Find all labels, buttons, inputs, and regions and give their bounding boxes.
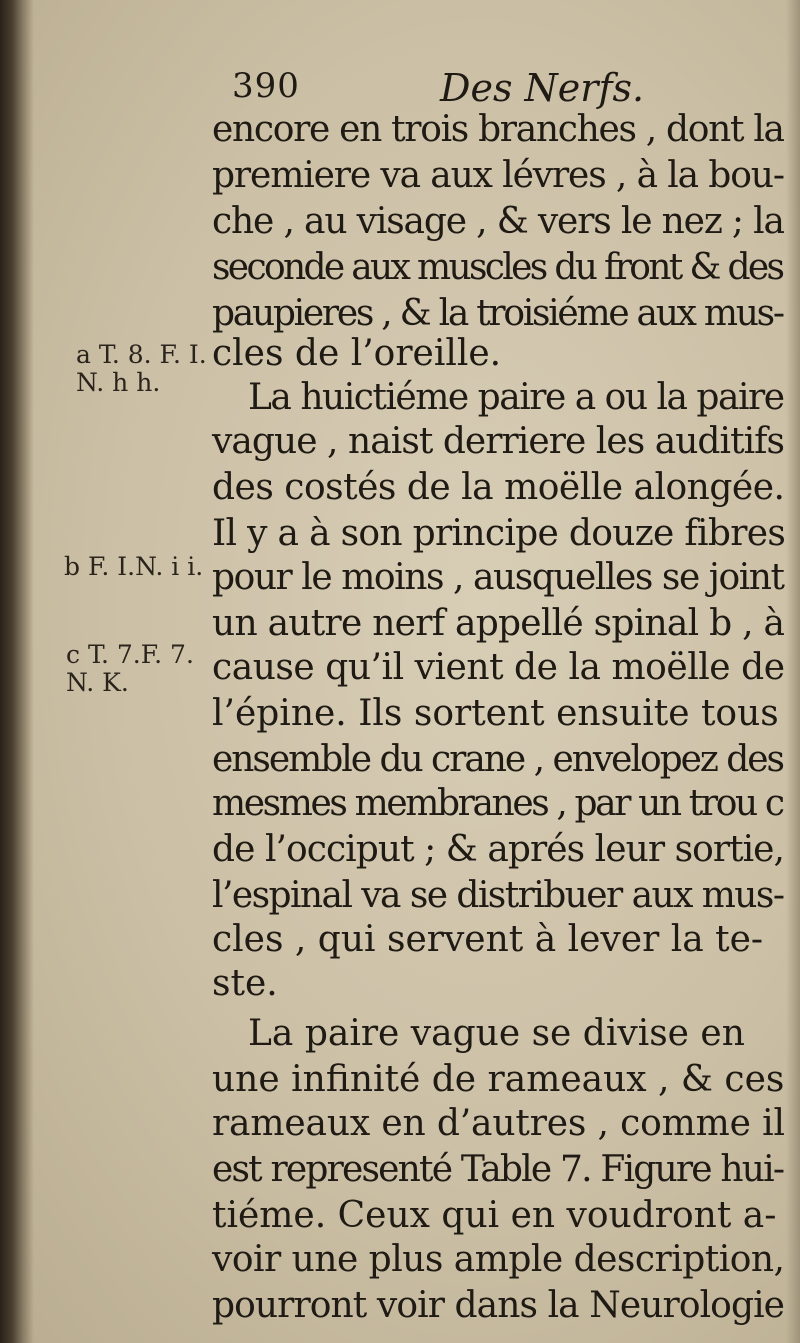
- margin-note: N. h h.: [76, 368, 161, 397]
- text-line: ste.: [212, 963, 278, 1004]
- text-line: Il y a à son principe douze fibres: [212, 513, 786, 554]
- text-line: vague , naist derriere les auditifs: [212, 421, 785, 462]
- margin-note: N. K.: [66, 668, 129, 697]
- page-number: 390: [232, 66, 300, 106]
- margin-note: a T. 8. F. I.: [76, 340, 207, 369]
- text-line: une infinité de rameaux , & ces: [212, 1059, 785, 1100]
- text-line: encore en trois branches , dont la: [212, 109, 784, 150]
- text-line: La huictiéme paire a ou la paire: [248, 377, 784, 418]
- margin-note: c T. 7.F. 7.: [66, 640, 194, 669]
- text-line: est representé Table 7. Figure hui-: [212, 1149, 784, 1190]
- text-line: des costés de la moëlle alongée.: [212, 467, 785, 508]
- text-line: tiéme. Ceux qui en voudront a-: [212, 1195, 777, 1236]
- text-line: La paire vague se divise en: [248, 1013, 745, 1054]
- text-line: un autre nerf appellé spinal b , à: [212, 603, 785, 644]
- text-line: paupieres , & la troisiéme aux mus-: [212, 293, 783, 334]
- text-line: pourront voir dans la Neurologie: [212, 1285, 785, 1326]
- text-line: che , au visage , & vers le nez ; la: [212, 201, 784, 242]
- margin-note: b F. I.N. i i.: [64, 552, 204, 581]
- text-line: ensemble du crane , envelopez des: [212, 739, 783, 780]
- text-line: l’espinal va se distribuer aux mus-: [212, 875, 784, 916]
- page-edge: [786, 0, 800, 1343]
- text-line: cles de l’oreille.: [212, 333, 502, 374]
- text-line: seconde aux muscles du front & des: [212, 247, 783, 288]
- text-line: voir une plus ample description,: [212, 1239, 785, 1280]
- text-line: rameaux en d’autres , comme il: [212, 1103, 785, 1144]
- text-line: premiere va aux lévres , à la bou-: [212, 155, 784, 196]
- text-line: cles , qui servent à lever la te-: [212, 919, 764, 960]
- book-binding: [0, 0, 34, 1343]
- text-line: mesmes membranes , par un trou c: [212, 783, 783, 824]
- text-line: l’épine. Ils sortent ensuite tous: [212, 693, 779, 734]
- text-line: cause qu’il vient de la moëlle de: [212, 647, 785, 688]
- running-title: Des Nerfs.: [440, 66, 645, 110]
- text-line: pour le moins , ausquelles se joint: [212, 557, 784, 598]
- text-line: de l’occiput ; & aprés leur sortie,: [212, 829, 785, 870]
